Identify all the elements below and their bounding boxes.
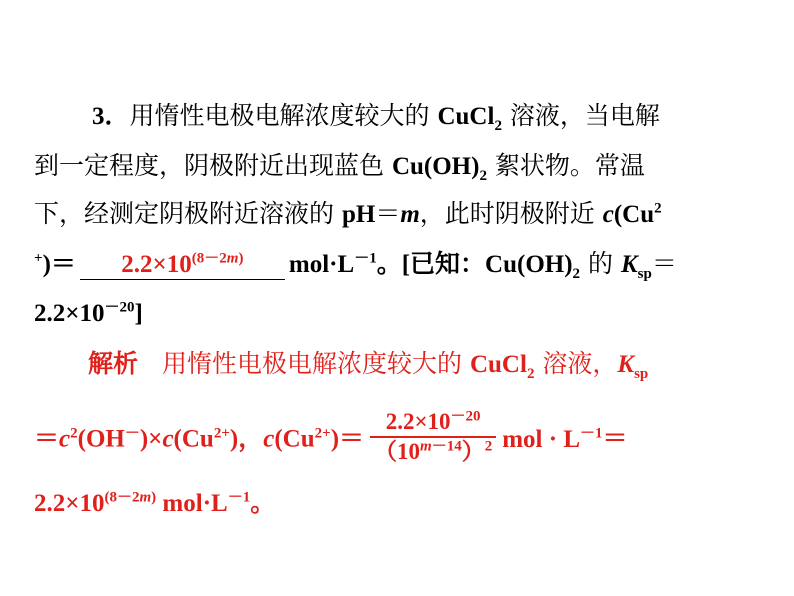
formula: $Cu(OH)_2$ xyxy=(485,251,581,282)
charge-sign: + xyxy=(34,250,43,267)
unit: mol · $L^{-1}$ xyxy=(502,425,603,453)
denominator: $(10^{m-14})^2$ xyxy=(370,436,496,466)
question-line-5: $2.2\times 10^{-20}$] xyxy=(34,299,143,327)
analysis-label: 解析 xyxy=(88,351,139,378)
formula: CuCl$_2$ xyxy=(437,103,502,134)
analysis-line-1: 解析 用惰性电极电解浓度较大的 CuCl$_2$ 溶液，$K_{sp}$ xyxy=(88,349,649,382)
text: 到一定程度，阴极附近出现蓝色 xyxy=(34,151,392,180)
answer-blank: $2.2\times 10^{(8-2m)}$ xyxy=(80,251,285,280)
text: 溶液，当电解 xyxy=(501,101,660,130)
ksp: $K_{sp}$ xyxy=(617,351,649,382)
ph: pH xyxy=(341,201,376,228)
formula: (Cu$^2$ xyxy=(613,200,662,228)
m-variable: m xyxy=(400,201,420,228)
question-line-1 xyxy=(92,100,660,133)
question-line-4: $^+)= 2.2\times 10^{(8-2m)}$ $mol\cdot L^{-1}$。[已知：$Cu(OH)_2$ 的 $K_{sp}=$ xyxy=(34,249,677,282)
unit: $mol\cdot L^{-1}$ xyxy=(162,489,251,517)
formula: $Cu(OH)_2$ xyxy=(391,153,487,184)
question-line-2 xyxy=(34,150,645,183)
fraction xyxy=(370,408,496,466)
text: 用惰性电极电解浓度较大的 xyxy=(129,101,438,130)
analysis-line-2: $=c^2(OH^-)\times c(Cu^{2+})$，$c(Cu^{2+})=$ $\frac{2.2\times 10^{-20}}{(10^{m-14})^2}$ mol · $L^{-1}=$ xyxy=(34,408,628,464)
text: 下，经测定阴极附近溶液的 xyxy=(34,199,342,228)
numerator: $2.2\times 10^{-20}$ xyxy=(385,408,481,434)
text: 絮状物。常温 xyxy=(486,151,645,180)
ksp: $K_{sp}$ xyxy=(620,251,652,282)
c-variable: c xyxy=(602,201,614,228)
question-number: 3． xyxy=(92,103,130,130)
question-line-3: 下，经测定阴极附近溶液的 pH＝m，此时阴极附近 c(Cu$^2$ xyxy=(34,199,662,228)
formula: CuCl$_2$ xyxy=(469,351,535,382)
analysis-line-3: $2.2\times 10^{(8-2m)}$ $mol\cdot L^{-1}$。 xyxy=(34,489,276,517)
unit: $mol\cdot L^{-1}$ xyxy=(288,250,377,278)
text: ，此时阴极附近 xyxy=(419,199,603,228)
